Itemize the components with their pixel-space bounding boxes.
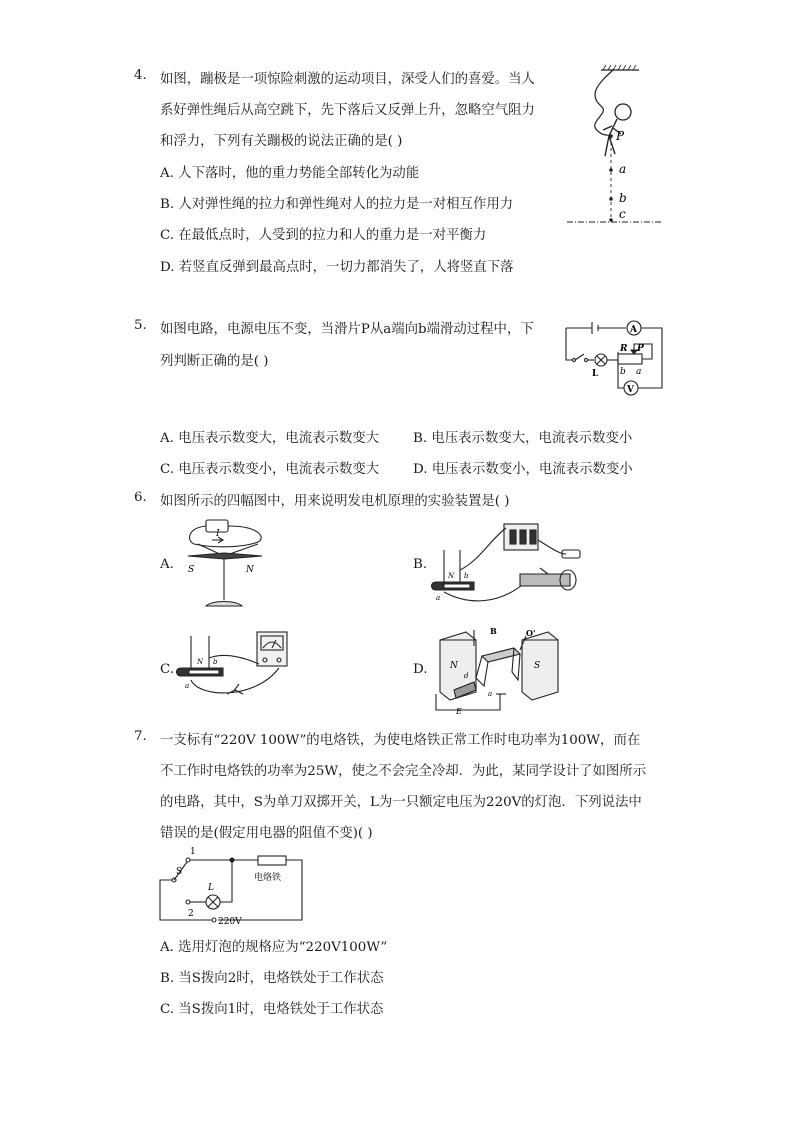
circuit-figure-q7 xyxy=(150,844,310,930)
question-text-line: 如图所示的四幅图中，用来说明发电机原理的实验装置是( ) xyxy=(160,494,510,509)
switch-label: S xyxy=(176,867,183,877)
question-text-line: 列判断正确的是( ) xyxy=(160,354,269,369)
question-text-line: 和浮力，下列有关蹦极的说法正确的是( ) xyxy=(160,134,403,149)
label-a-b: a xyxy=(436,594,441,602)
voltmeter-label: V xyxy=(627,385,634,395)
generator-experiment-figure xyxy=(175,628,299,706)
question-text-line: 不工作时电烙铁的功率为25W，使之不会完全冷却．为此，某同学设计了如图所示 xyxy=(160,764,647,779)
option-b[interactable]: B. xyxy=(413,557,428,572)
question-text-line: 如图，蹦极是一项惊险刺激的运动项目，深受人们的喜爱。当人 xyxy=(160,72,535,87)
question-number: 4. xyxy=(134,68,147,83)
throw-1-label: 1 xyxy=(190,847,196,857)
option-b[interactable]: B. 电压表示数变大，电流表示数变小 xyxy=(413,431,633,446)
label-e: E xyxy=(456,707,462,716)
label-n: N xyxy=(246,565,254,575)
label-current: I xyxy=(216,529,220,539)
option-d[interactable]: D. 若竖直反弹到最高点时，一切力都消失了，人将竖直下落 xyxy=(160,260,514,275)
coil-motor-figure xyxy=(430,626,562,716)
label-a-d: a xyxy=(488,690,493,698)
supply-label: 220V xyxy=(218,917,242,927)
option-c[interactable]: C. 电压表示数变小，电流表示数变大 xyxy=(160,462,380,477)
label-n-c: N xyxy=(197,658,204,666)
question-text-line: 一支标有“220V 100W”的电烙铁，为使电烙铁正常工作时电功率为100W，而在 xyxy=(160,733,641,748)
label-a-c: a xyxy=(185,682,190,690)
iron-label: 电烙铁 xyxy=(254,873,282,883)
label-s-d: S xyxy=(534,661,541,671)
oersted-experiment-figure xyxy=(182,516,272,612)
label-b: b xyxy=(619,191,627,205)
option-c[interactable]: C. xyxy=(160,662,175,677)
option-d[interactable]: D. 电压表示数变小，电流表示数变小 xyxy=(413,462,633,477)
option-c[interactable]: C. 在最低点时，人受到的拉力和人的重力是一对平衡力 xyxy=(160,228,487,243)
label-n-b: N xyxy=(448,572,455,580)
label-b-top: B xyxy=(490,626,497,636)
label-d: d xyxy=(464,672,469,680)
question-text-line: 错误的是(假定用电器的阻值不变)( ) xyxy=(160,826,373,841)
label-n-d: N xyxy=(450,661,458,671)
motor-experiment-figure xyxy=(430,520,590,606)
question-text-line: 系好弹性绳后从高空跳下，先下落后又反弹上升，忽略空气阻力 xyxy=(160,103,535,118)
question-number: 7. xyxy=(134,729,147,744)
question-number: 5. xyxy=(134,318,147,333)
throw-2-label: 2 xyxy=(188,909,194,919)
lamp-label: L xyxy=(208,883,214,893)
option-c[interactable]: C. 当S拨向1时，电烙铁处于工作状态 xyxy=(160,1002,384,1017)
question-text-line: 的电路，其中，S为单刀双掷开关，L为一只额定电压为220V的灯泡．下列说法中 xyxy=(160,795,642,810)
label-b-b: b xyxy=(464,572,469,580)
label-p: P xyxy=(616,129,625,143)
option-d[interactable]: D. xyxy=(413,662,428,677)
resistor-label: R xyxy=(620,344,628,354)
question-number: 6. xyxy=(134,490,147,505)
label-o-prime: O' xyxy=(526,628,536,638)
question-text-line: 如图电路，电源电压不变，当滑片P从a端向b端滑动过程中，下 xyxy=(160,322,534,337)
option-b[interactable]: B. 人对弹性绳的拉力和弹性绳对人的拉力是一对相互作用力 xyxy=(160,197,514,212)
label-a: a xyxy=(619,162,627,176)
end-b-label: b xyxy=(620,367,626,377)
circuit-figure-q5 xyxy=(562,316,670,402)
option-a[interactable]: A. 选用灯泡的规格应为“220V100W” xyxy=(160,940,388,955)
bungee-figure xyxy=(565,64,665,229)
option-a[interactable]: A. 电压表示数变大，电流表示数变大 xyxy=(160,431,380,446)
ammeter-label: A xyxy=(630,325,637,335)
option-a[interactable]: A. xyxy=(160,557,174,572)
slider-label: P xyxy=(637,344,644,354)
option-b[interactable]: B. 当S拨向2时，电烙铁处于工作状态 xyxy=(160,971,384,986)
option-a[interactable]: A. 人下落时，他的重力势能全部转化为动能 xyxy=(160,166,420,181)
label-b-c: b xyxy=(213,658,218,666)
label-s: S xyxy=(188,565,195,575)
label-c: c xyxy=(619,207,626,221)
end-a-label: a xyxy=(636,367,642,377)
lamp-label: L xyxy=(592,369,599,379)
